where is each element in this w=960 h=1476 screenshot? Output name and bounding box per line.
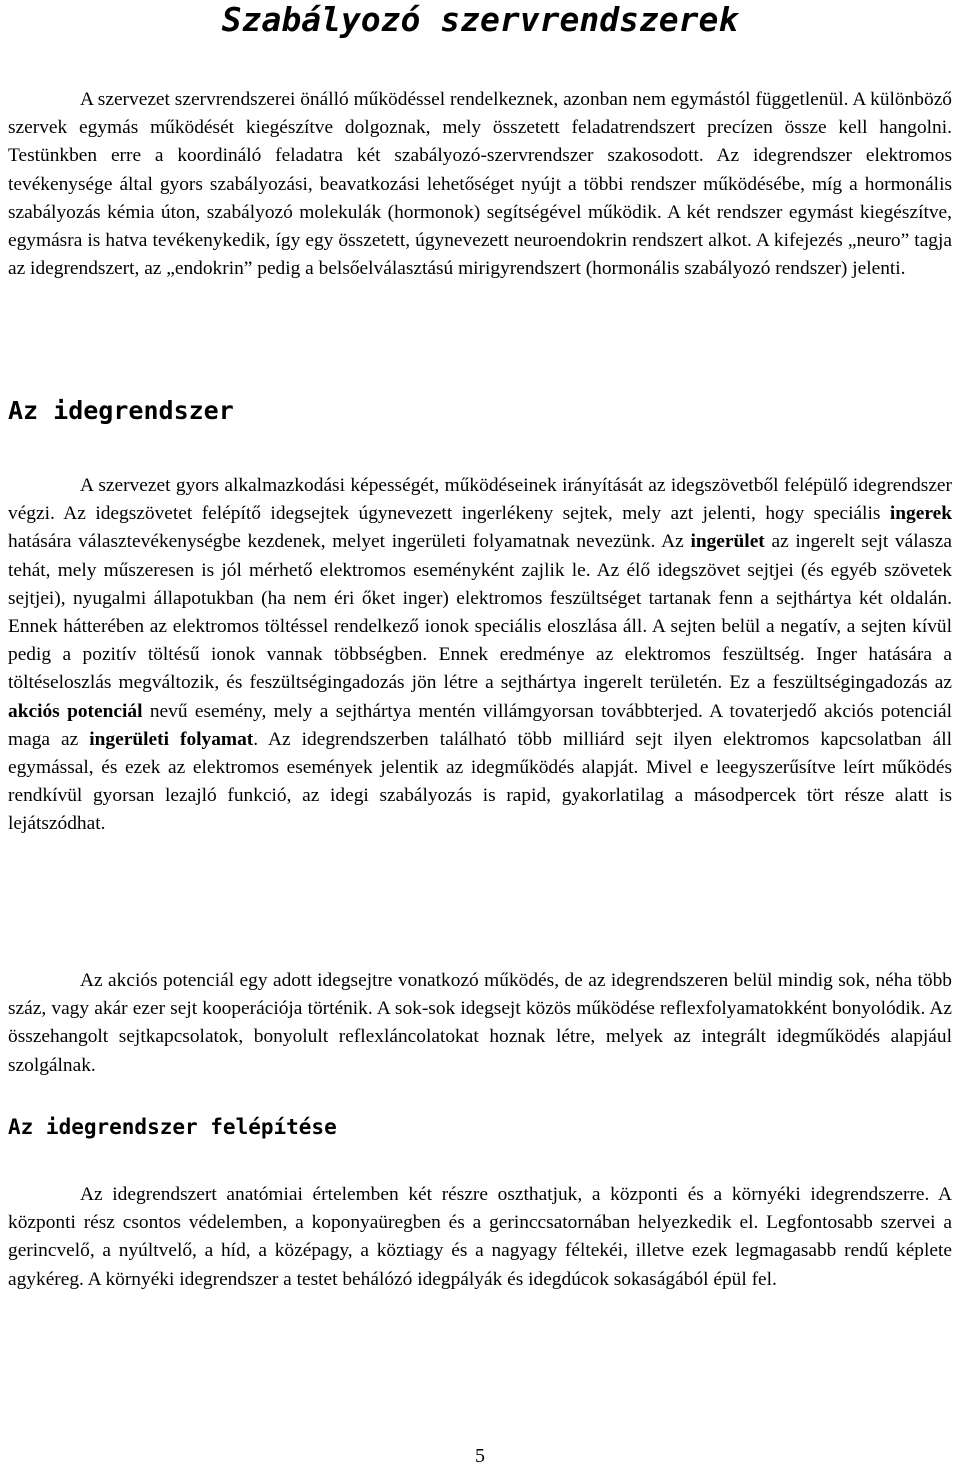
section2-paragraph-1 (8, 1181, 952, 1294)
bold-term-ingerulet: ingerület (690, 531, 765, 553)
section-heading-felepitese: Az idegrendszer felépítése (8, 1115, 337, 1139)
page-number: 5 (475, 1445, 485, 1467)
intro-paragraph (8, 86, 952, 283)
text-run: hatására választevékenységbe kezdenek, melyet ingerületi folyamatnak nevezünk. Az (8, 531, 691, 553)
text-run: A szervezet gyors alkalmazkodási képességét, működéseinek irányítását az idegszövetből felépülő idegrendszer végzi. Az idegszövetet felépítő idegsejtek úgynevezett ingerlékeny sejtek, mely azt jelenti, hogy speciális (8, 475, 952, 525)
section1-paragraph-1 (8, 472, 952, 839)
text-run: . Az idegrendszerben található több milliárd sejt ilyen elektromos kapcsolatban áll egymással, és ezek az elektromos események jelentik az idegműködés alapját. Mivel e leegyszerűsítve leírt működés rendkívül gyorsan lezajló funkció, az idegi szabályozás is rapid, gyakorlatilag a másodpercek tört része alatt is lejátszódhat. (8, 728, 952, 835)
text-run: az ingerelt sejt válasza tehát, mely műszeresen is jól mérhető elektromos eseményként zajlik le. Az élő idegszövet sejtjei (és egyéb szövetek sejtjei), nyugalmi állapotukban (ha nem éri őket inger) elektromos feszültséget tartanak fenn a sejthártya két oldalán. Ennek hátterében az elektromos töltéssel rendelkező ionok speciális eloszlása áll. A sejten belül a negatív, a sejten kívül pedig a pozitív töltésű ionok vannak többségben. Ennek eredménye az elektromos feszültség. Inger hatására a töltéseloszlás megváltozik, és feszültségingadozás jön létre a sejthártya ingerelt területén. Ez a feszültségingadozás az (8, 531, 952, 694)
bold-term-akcios-potencial: akciós potenciál (8, 700, 143, 722)
bold-term-ingeruleti-folyamat: ingerületi folyamat (89, 728, 254, 750)
page-title: Szabályozó szervrendszerek (221, 0, 739, 39)
bold-term-ingerek: ingerek (889, 503, 952, 525)
text-run: nevű esemény, mely a sejthártya mentén villámgyorsan továbbterjed. A tovaterjedő akciós potenciál maga az (8, 700, 952, 750)
section1-paragraph-2 (8, 967, 952, 1080)
intro-text: A szervezet szervrendszerei önálló működéssel rendelkeznek, azonban nem egymástól függetlenül. A különböző szervek egymás működését kiegészítve dolgoznak, mely összetett feladatrendszert precízen össze kell hangolni. Testünkben erre a koordináló feladatra két szabályozó-szervrendszer szakosodott. Az idegrendszer elektromos tevékenysége által gyors szabályozási, beavatkozási lehetőséget nyújt a többi rendszer működésébe, míg a hormonális szabályozás kémia úton, szabályozó molekulák (hormonok) segítségével működik. A két rendszer egymást kiegészítve, egymásra is hatva tevékenykedik, így egy összetett, úgynevezett neuroendokrin rendszert alkot. A kifejezés „neuro” tagja az idegrendszert, az „endokrin” pedig a belsőelválasztású mirigyrendszert (hormonális szabályozó rendszer) jelenti. (8, 89, 952, 280)
section-heading-idegrendszer: Az idegrendszer (8, 396, 234, 425)
text-run: Az akciós potenciál egy adott idegsejtre vonatkozó működés, de az idegrendszeren belül mindig sok, néha több száz, vagy akár ezer sejt kooperációja történik. A sok-sok idegsejt közös működése reflexfolyamatokként bonyolódik. Az összehangolt sejtkapcsolatok, bonyolult reflexláncolatokat hoznak létre, melyek az integrált idegműködés alapjául szolgálnak. (8, 970, 952, 1076)
text-run: Az idegrendszert anatómiai értelemben két részre oszthatjuk, a központi és a környéki idegrendszerre. A központi rész csontos védelemben, a koponyaüregben és a gerinccsatornában helyezkedik el. Legfontosabb szervei a gerincvelő, a nyúltvelő, a híd, a középagy, a köztiagy és a nagyagy féltekéi, illetve ezek legmagasabb rendű képlete agykéreg. A környéki idegrendszer a testet behálózó idegpályák és idegdúcok sokaságából épül fel. (8, 1184, 952, 1290)
